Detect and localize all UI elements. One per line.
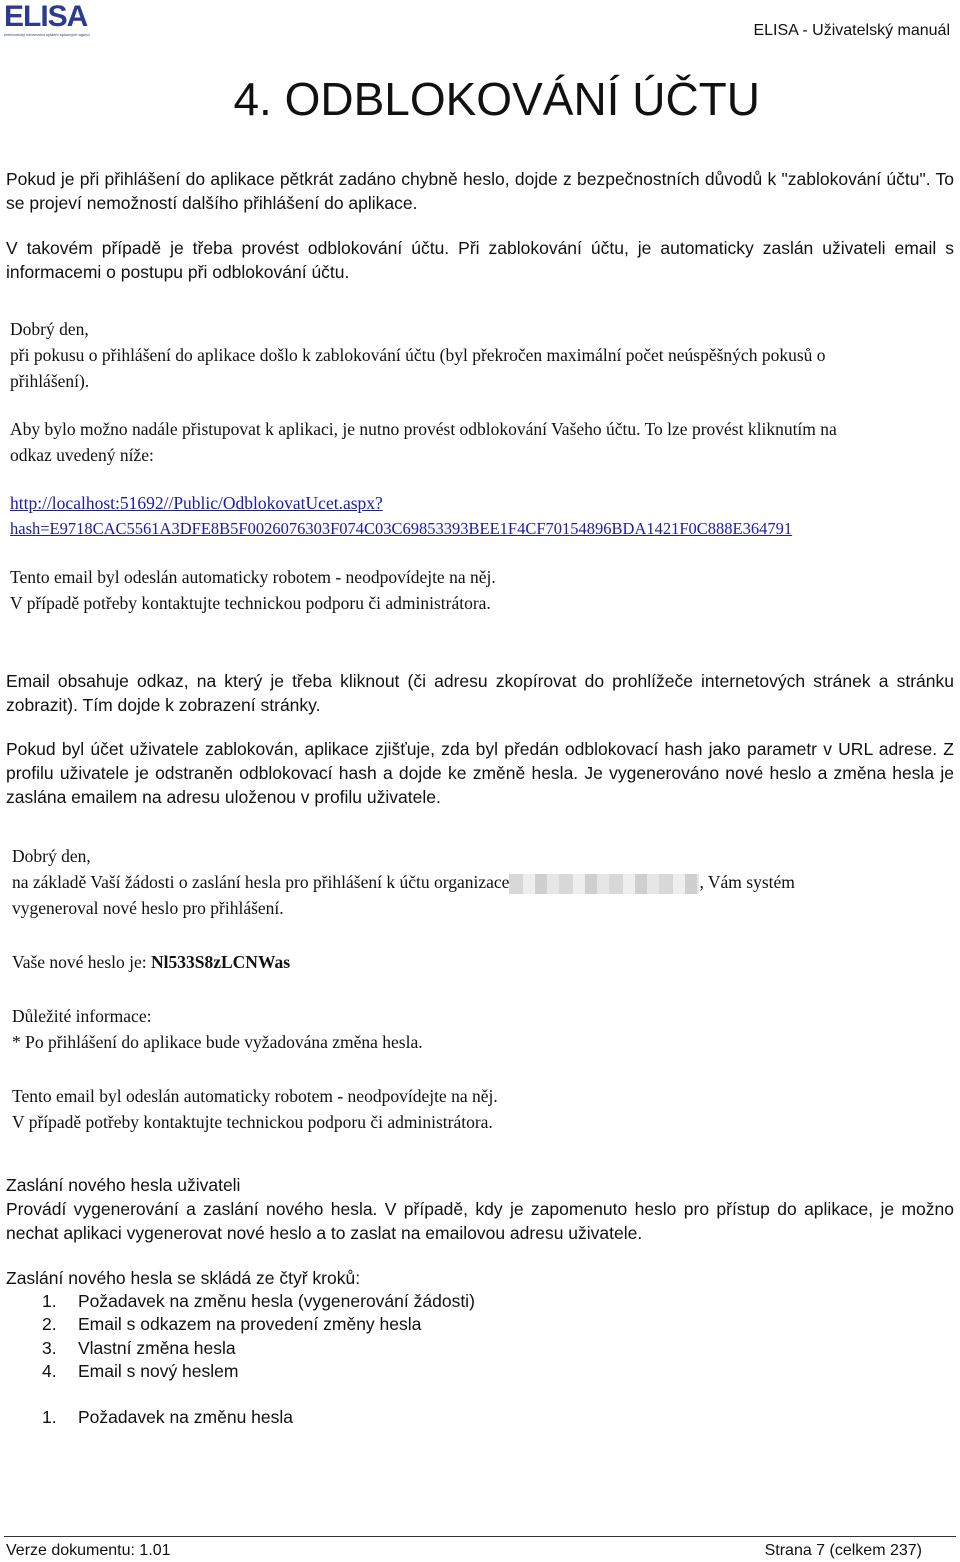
unlock-link-hash[interactable]: hash=E9718CAC5561A3DFE8B5F0026076303F074C03C69853393BEE1F4CF70154896BDA1421F0C888E364791: [10, 519, 793, 538]
email-text: při pokusu o přihlášení do aplikace došlo k zablokování účtu (byl překročen maximální počet neúspěšných pokusů o: [10, 345, 826, 365]
email-text: na základě Vaší žádosti o zaslání hesla pro přihlášení k účtu organizace: [12, 872, 510, 892]
logo-subtitle: elektronický informační systém spisových agend: [4, 32, 90, 37]
section-heading: Zaslání nového hesla uživateli: [6, 1175, 241, 1195]
email-text: Aby bylo možno nadále přistupovat k aplikaci, je nutno provést odblokování Vašeho účtu. To lze provést kliknutím na: [10, 419, 837, 439]
email-text: odkaz uvedený níže:: [10, 445, 154, 465]
middle-paragraph-2: Pokud byl účet uživatele zablokován, aplikace zjišťuje, zda byl předán odblokovací hash jako parametr v URL adrese. Z profilu uživatele je odstraněn odblokovací hash a dojde ke změně hesla. Je vygenerováno nové heslo a změna hesla je zaslána emailem na adresu uloženou v profilu uživatele.: [6, 739, 954, 807]
middle-paragraph-1: Email obsahuje odkaz, na který je třeba kliknout (či adresu zkopírovat do prohlížeče internetových stránek a stránku zobrazit). Tím dojde k zobrazení stránky.: [6, 671, 954, 715]
footer-divider: [4, 1536, 956, 1537]
unlock-link[interactable]: http://localhost:51692//Public/OdblokovatUcet.aspx?: [10, 493, 383, 513]
list-item: 4. Email s nový heslem: [42, 1361, 239, 1382]
email-footer: Tento email byl odeslán automaticky robotem - neodpovídejte na něj.: [10, 567, 496, 587]
list-item: 2. Email s odkazem na provedení změny hesla: [42, 1314, 422, 1335]
password-value: Nl533S8zLCNWas: [151, 952, 291, 972]
manual-title: ELISA - Uživatelský manuál: [753, 22, 950, 39]
intro-block: [6, 167, 954, 215]
logo-text: ELISA: [4, 0, 88, 33]
new-password-section: [6, 1173, 954, 1429]
document-version: Verze dokumentu: 1.01: [6, 1542, 171, 1559]
email-greeting: Dobrý den,: [10, 319, 89, 339]
email-footer: V případě potřeby kontaktujte technickou podporu či administrátora.: [12, 1112, 493, 1132]
steps-list: [6, 1290, 954, 1384]
steps-intro: Zaslání nového hesla se skládá ze čtyř kroků:: [6, 1268, 361, 1288]
intro-paragraph-1: Pokud je při přihlášení do aplikace pětkrát zadáno chybně heslo, dojde z bezpečnostních důvodů k "zablokování účtu". To se projeví nemožností dalšího přihlášení do aplikace.: [6, 169, 954, 213]
subsection-heading: 1. Požadavek na změnu hesla: [42, 1406, 293, 1427]
email-text: , Vám systém: [699, 872, 795, 892]
new-password-email-screenshot: [12, 843, 952, 1135]
section-paragraph: Provádí vygenerování a zaslání nového hesla. V případě, kdy je zapomenuto heslo pro přístup do aplikace, je možno nechat aplikaci vygenerovat nové heslo a to zaslat na emailovou adresu uživatele.: [6, 1199, 954, 1243]
page-number: Strana 7 (celkem 237): [764, 1542, 922, 1559]
email-text: přihlášení).: [10, 371, 90, 391]
page-title: 4. ODBLOKOVÁNÍ ÚČTU: [233, 73, 760, 125]
middle-block: [6, 669, 954, 809]
redacted-organization: [509, 874, 699, 894]
password-label: Vaše nové heslo je:: [12, 952, 147, 972]
email-greeting: Dobrý den,: [12, 846, 91, 866]
email-text: vygeneroval nové heslo pro přihlášení.: [12, 898, 284, 918]
elisa-logo: [4, 2, 114, 40]
unlock-email-screenshot: [10, 316, 950, 616]
info-item: * Po přihlášení do aplikace bude vyžadována změna hesla.: [12, 1032, 423, 1052]
info-label: Důležité informace:: [12, 1006, 152, 1026]
intro-paragraph-2: V takovém případě je třeba provést odblokování účtu. Při zablokování účtu, je automaticky zaslán uživateli email s informacemi o postupu při odblokování účtu.: [6, 238, 954, 282]
list-item: 1. Požadavek na změnu hesla (vygenerování žádosti): [42, 1291, 475, 1311]
intro-block-2: [6, 236, 954, 284]
list-item: 3. Vlastní změna hesla: [42, 1337, 236, 1358]
email-footer: Tento email byl odeslán automaticky robotem - neodpovídejte na něj.: [12, 1086, 498, 1106]
email-footer: V případě potřeby kontaktujte technickou podporu či administrátora.: [10, 593, 491, 613]
